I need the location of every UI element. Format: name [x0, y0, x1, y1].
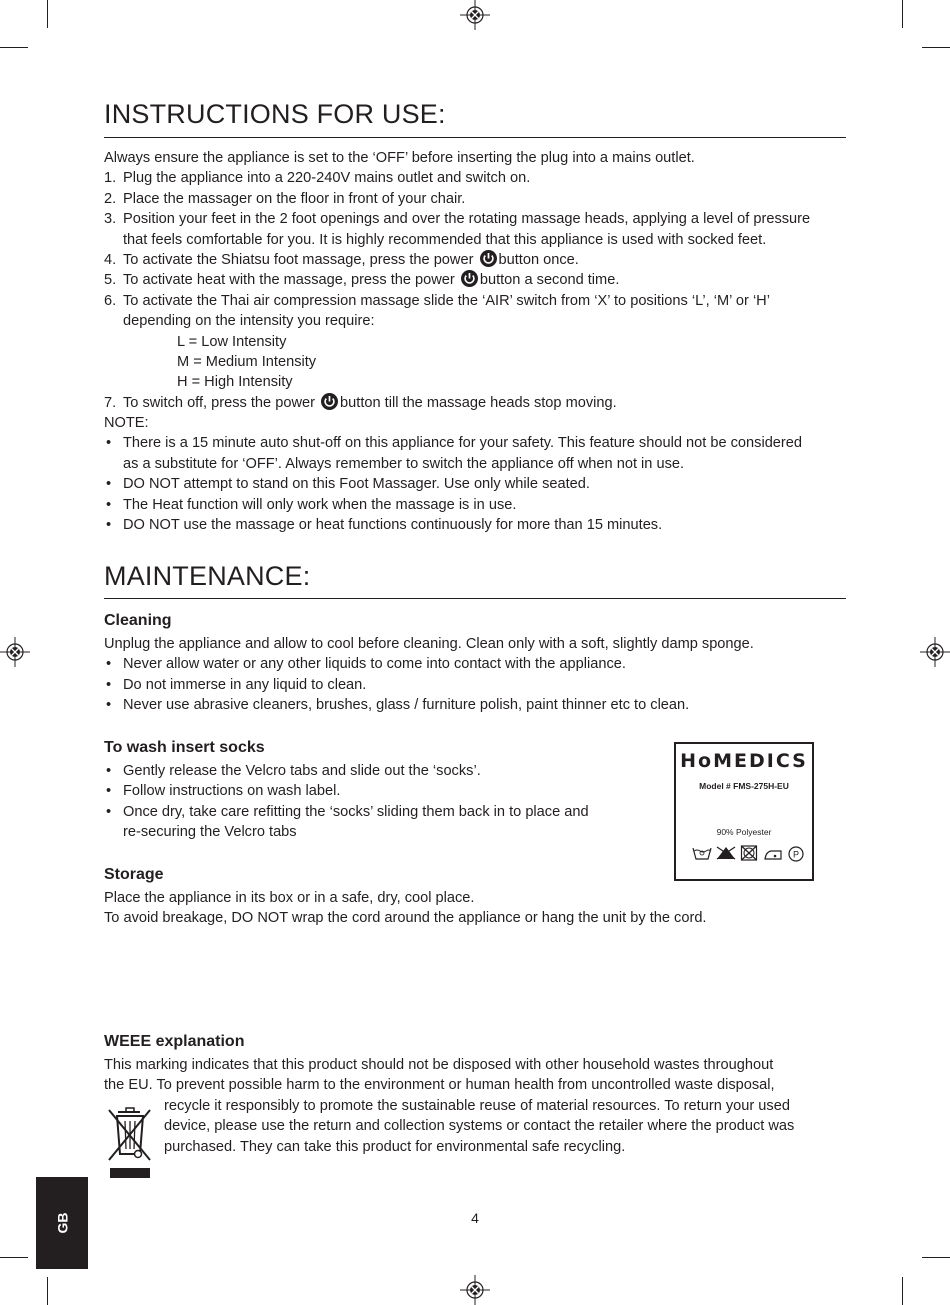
- wash-tub-icon: [692, 845, 712, 861]
- step-4: 4. To activate the Shiatsu foot massage, press the power button once.: [104, 251, 579, 268]
- language-tab: [36, 1177, 88, 1269]
- note-label: NOTE:: [104, 415, 149, 432]
- socks-item: • Gently release the Velcro tabs and slide out the ‘socks’.: [106, 763, 481, 779]
- registration-mark-icon: [460, 1275, 490, 1305]
- socks-section: [104, 737, 664, 843]
- step-1: 1. Plug the appliance into a 220-240V mains outlet and switch on.: [104, 170, 531, 187]
- weee-heading: WEEE explanation: [104, 1033, 245, 1050]
- crop-mark: [902, 1277, 903, 1305]
- wash-label: [674, 742, 814, 881]
- step-6: 6. To activate the Thai air compression massage slide the ‘AIR’ switch from ‘X’ to positions ‘L’, ‘M’ or ‘H’: [104, 292, 770, 309]
- crossed-out-wheelie-bin-icon: [106, 1104, 154, 1180]
- step-5: 5. To activate heat with the massage, press the power button a second time.: [104, 272, 620, 289]
- note-item: • DO NOT use the massage or heat functions continuously for more than 15 minutes.: [106, 517, 663, 534]
- weee-section: [104, 1031, 849, 1157]
- note-item-continued: as a substitute for ‘OFF’. Always remember to switch the appliance off when not in use.: [123, 455, 685, 472]
- page-number: 4: [471, 1210, 479, 1226]
- language-tab-label: GB: [54, 1212, 70, 1234]
- step-2: 2. Place the massager on the floor in front of your chair.: [104, 190, 466, 207]
- power-icon: [461, 270, 478, 287]
- svg-text:P: P: [792, 849, 800, 860]
- socks-item-continued: re-securing the Velcro tabs: [123, 824, 297, 841]
- crop-mark: [0, 47, 28, 48]
- power-icon: [480, 250, 497, 267]
- maintenance-title: MAINTENANCE:: [104, 561, 311, 591]
- cleaning-item: • Never use abrasive cleaners, brushes, glass / furniture polish, paint thinner etc to clean.: [106, 697, 690, 714]
- crop-mark: [47, 1277, 48, 1305]
- step-7: 7. To switch off, press the power button till the massage heads stop moving.: [104, 394, 617, 411]
- no-bleach-icon: [716, 845, 736, 861]
- crop-mark: [902, 0, 903, 28]
- intensity-low: L = Low Intensity: [177, 333, 287, 350]
- wash-label-model: Model # FMS-275H-EU: [699, 781, 789, 791]
- section-divider: [104, 137, 846, 138]
- intensity-medium: M = Medium Intensity: [177, 353, 317, 370]
- step-3-continued: that feels comfortable for you. It is highly recommended that this appliance is used with socked feet.: [123, 231, 767, 248]
- iron-low-icon: [763, 847, 783, 861]
- cleaning-section: [104, 610, 849, 716]
- intensity-high: H = High Intensity: [177, 374, 293, 391]
- crop-mark: [922, 47, 950, 48]
- wash-label-material: 90% Polyester: [716, 827, 772, 837]
- note-item: • DO NOT attempt to stand on this Foot Massager. Use only while seated.: [106, 476, 590, 493]
- storage-line: Place the appliance in its box or in a safe, dry, cool place.: [104, 890, 475, 906]
- no-tumble-dry-icon: [740, 845, 758, 861]
- section-divider: [104, 598, 846, 599]
- registration-mark-icon: [0, 637, 30, 667]
- note-item: • The Heat function will only work when the massage is in use.: [106, 496, 517, 513]
- cleaning-item: • Do not immerse in any liquid to clean.: [106, 676, 367, 693]
- cleaning-item: • Never allow water or any other liquids to come into contact with the appliance.: [106, 656, 626, 673]
- weee-line: device, please use the return and collection systems or contact the retailer where the product was: [164, 1118, 795, 1135]
- instructions-intro: Always ensure the appliance is set to the ‘OFF’ before inserting the plug into a mains outlet.: [104, 150, 695, 166]
- instructions-body: [104, 148, 849, 535]
- weee-line: recycle it responsibly to promote the sustainable reuse of material resources. To return your used: [164, 1097, 790, 1114]
- registration-mark-icon: [460, 0, 490, 30]
- step-6-continued: depending on the intensity you require:: [123, 313, 375, 330]
- note-item: • There is a 15 minute auto shut-off on this appliance for your safety. This feature should not be considered: [106, 435, 803, 452]
- socks-item: • Once dry, take care refitting the ‘socks’ sliding them back in to place and: [106, 803, 589, 820]
- cleaning-intro: Unplug the appliance and allow to cool before cleaning. Clean only with a soft, slightly damp sponge.: [104, 636, 754, 652]
- weee-line: purchased. They can take this product for environmental safe recycling.: [164, 1138, 626, 1155]
- registration-mark-icon: [920, 637, 950, 667]
- instructions-title: INSTRUCTIONS FOR USE:: [104, 99, 446, 129]
- socks-heading: To wash insert socks: [104, 739, 265, 756]
- homedics-logo: HoMEDICS: [680, 750, 808, 772]
- crop-mark: [922, 1257, 950, 1258]
- power-icon: [321, 393, 338, 410]
- storage-heading: Storage: [104, 866, 164, 883]
- crop-mark: [0, 1257, 28, 1258]
- step-3: 3. Position your feet in the 2 foot openings and over the rotating massage heads, applying a level of pressure: [104, 211, 811, 228]
- dry-clean-p-icon: [788, 846, 804, 862]
- weee-line: This marking indicates that this product should not be disposed with other household wastes throughout: [104, 1057, 774, 1073]
- cleaning-heading: Cleaning: [104, 612, 172, 629]
- storage-line: To avoid breakage, DO NOT wrap the cord around the appliance or hang the unit by the cord.: [104, 910, 707, 927]
- crop-mark: [47, 0, 48, 28]
- weee-line: the EU. To prevent possible harm to the environment or human health from uncontrolled waste disposal,: [104, 1077, 775, 1094]
- socks-item: • Follow instructions on wash label.: [106, 783, 341, 800]
- storage-section: [104, 864, 849, 929]
